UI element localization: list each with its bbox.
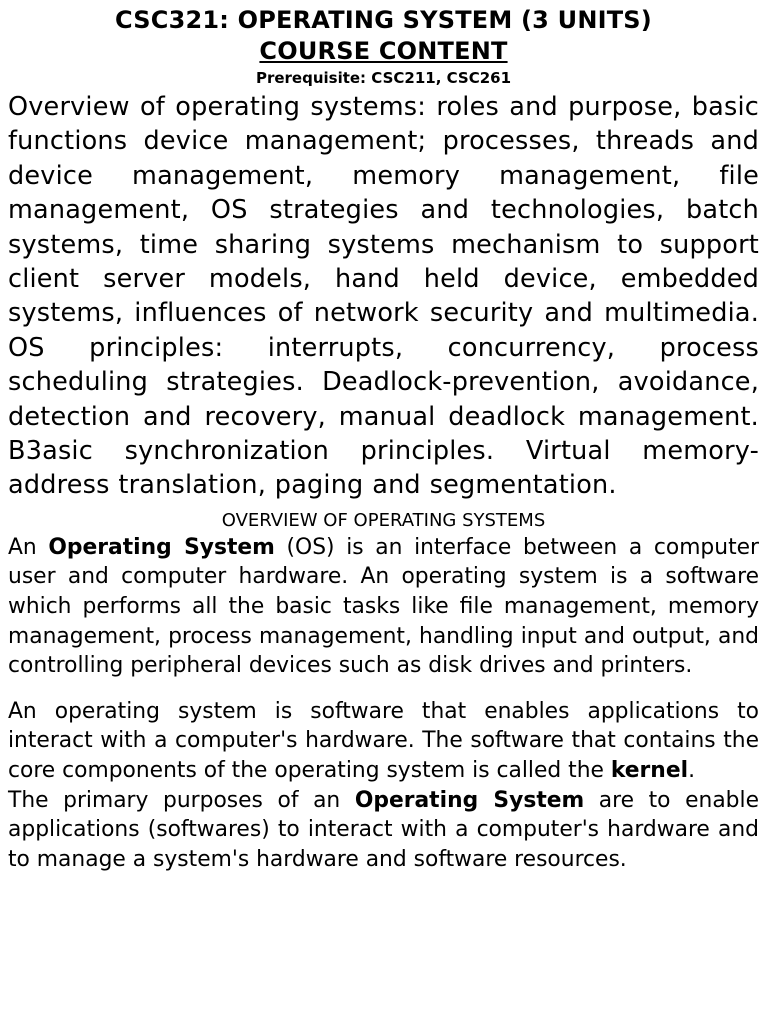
para2-bold-term: kernel [610, 758, 689, 784]
para2-prefix: An operating system is software that enables applications to interact with a computer's hardware. The software that contains the core components of the operating system is called the [8, 698, 759, 784]
para3-prefix: The primary purposes of an [8, 787, 355, 813]
overview-heading: OVERVIEW OF OPERATING SYSTEMS [221, 509, 546, 531]
course-content-paragraph: Overview of operating systems: roles and purpose, basic functions device management; processes, threads and device management, memory management, file management, OS strategies and technologies, batch systems, time sharing systems mechanism to support client server models, hand held device, embedded systems, influences of network security and multimedia. OS principles: interrupts, concurrency, process scheduling strategies. Deadlock-prevention, avoidance, detection and recovery, manual deadlock management. B3asic synchronization principles. Virtual memory-address translation, paging and segmentation. [8, 92, 759, 501]
para1-suffix: (OS) is an interface between a computer user and computer hardware. An operating system is a software which performs all the basic tasks like file management, memory management, process management, handling input and output, and controlling peripheral devices such as disk drives and printers. [8, 534, 759, 679]
overview-paragraph-2 [8, 697, 759, 786]
para3-suffix: are to enable applications (softwares) to interact with a computer's hardware and to manage a system's hardware and software resources. [8, 787, 759, 872]
para1-bold-term: Operating System [48, 534, 275, 560]
overview-paragraph-3 [8, 786, 759, 875]
para2-suffix: . [688, 758, 696, 784]
overview-paragraph-1 [8, 533, 759, 681]
course-title: CSC321: OPERATING SYSTEM (3 UNITS) [115, 6, 652, 34]
para1-prefix: An [8, 534, 49, 560]
course-content-heading: COURSE CONTENT [259, 37, 508, 65]
prerequisite-line: Prerequisite: CSC211, CSC261 [255, 69, 512, 87]
document-page [8, 4, 759, 874]
para3-bold-term: Operating System [354, 787, 585, 813]
